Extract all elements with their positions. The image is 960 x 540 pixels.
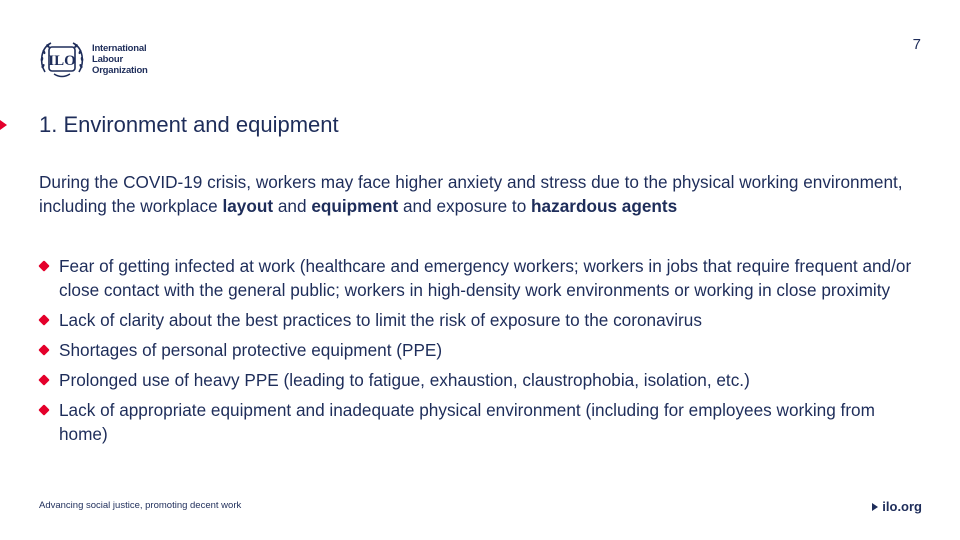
website-text: ilo.org: [882, 499, 922, 514]
bullet-text: Lack of clarity about the best practices to limit the risk of exposure to the coronavirus: [59, 310, 702, 330]
page-number: 7: [912, 36, 921, 53]
bullet-item: [39, 254, 919, 302]
bullet-text: Lack of appropriate equipment and inadequate physical environment (including for employees working from home): [59, 400, 875, 444]
ilo-logo: [38, 38, 148, 80]
bullet-text: Prolonged use of heavy PPE (leading to fatigue, exhaustion, claustrophobia, isolation, etc.): [59, 370, 750, 390]
bullet-item: [39, 338, 919, 362]
diamond-bullet-icon: [38, 344, 49, 355]
intro-bold-hazardous: hazardous agents: [531, 196, 678, 216]
section-marker-icon: [0, 120, 7, 130]
intro-bold-equipment: equipment: [311, 196, 399, 216]
diamond-bullet-icon: [38, 404, 49, 415]
slide-title: 1. Environment and equipment: [39, 112, 339, 137]
play-arrow-icon: [872, 503, 878, 511]
bullet-item: [39, 398, 919, 446]
website-link[interactable]: [872, 499, 922, 514]
bullet-text: Shortages of personal protective equipment (PPE): [59, 340, 443, 360]
org-name-line1: International: [92, 42, 147, 54]
diamond-bullet-icon: [38, 260, 49, 271]
bullet-text: Fear of getting infected at work (healthcare and emergency workers; workers in jobs that require frequent and/or close contact with the general public; workers in high-density work environments or working in close proximity: [59, 256, 912, 300]
org-name-line3: Organization: [92, 64, 148, 76]
diamond-bullet-icon: [38, 314, 49, 325]
logo-letters: ILO: [48, 53, 76, 69]
org-name-line2: Labour: [92, 53, 123, 65]
intro-bold-layout: layout: [222, 196, 274, 216]
org-name: [92, 43, 148, 76]
ilo-emblem-icon: [38, 38, 86, 80]
bullet-item: [39, 308, 919, 332]
intro-text-3: and exposure to: [398, 196, 532, 216]
intro-paragraph: [39, 170, 919, 218]
intro-text-2: and: [273, 196, 312, 216]
bullet-list: [39, 254, 919, 452]
footer-tagline: Advancing social justice, promoting decent work: [39, 500, 242, 511]
intro-text-1: During the COVID-19 crisis, workers may face higher anxiety and stress due to the physical working environment, including the workplace: [39, 172, 903, 216]
diamond-bullet-icon: [38, 374, 49, 385]
bullet-item: [39, 368, 919, 392]
